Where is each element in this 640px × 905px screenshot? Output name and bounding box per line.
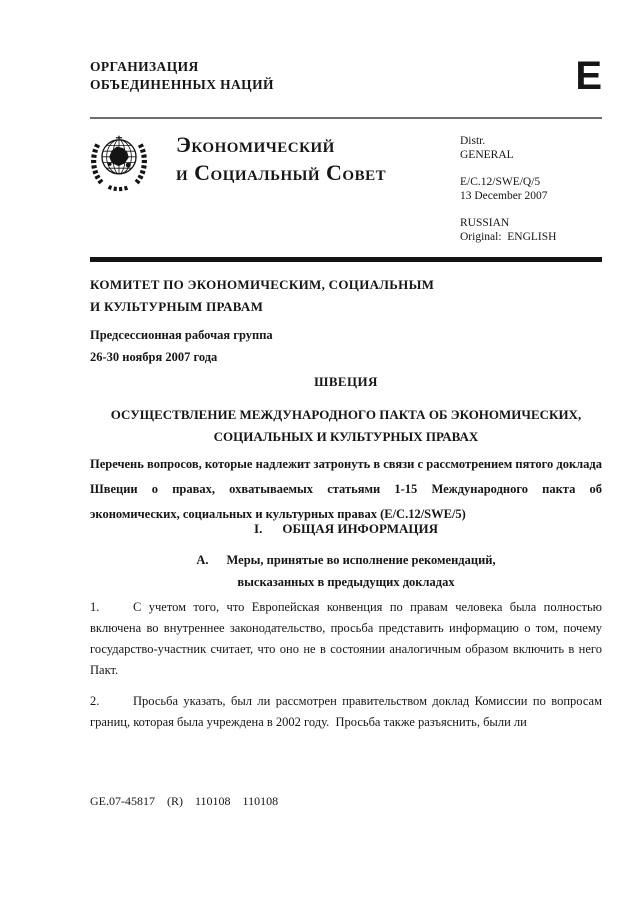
- document-title-line1: ОСУЩЕСТВЛЕНИЕ МЕЖДУНАРОДНОГО ПАКТА ОБ ЭКОНОМИЧЕСКИХ,: [110, 407, 582, 422]
- working-group-name: Предсессионная рабочая группа: [90, 328, 273, 342]
- footer-reference: GE.07-45817 (R) 110108 110108: [90, 794, 279, 808]
- intro-paragraph: Перечень вопросов, которые надлежит затронуть в связи с рассмотрением пятого доклада Швеции о правах, охватываемых статьями 1-15 Международного пакта об экономических, социальных и культурных правах (E/C.12/SWE/5): [90, 457, 606, 521]
- council-title: [176, 131, 386, 187]
- subsection-title-line1: Меры, принятые во исполнение рекомендаций,: [226, 553, 496, 567]
- document-title: [90, 404, 602, 448]
- masthead-divider: [90, 257, 602, 262]
- org-name: [90, 58, 274, 94]
- doc-date: 13 December 2007: [460, 190, 548, 202]
- paragraph-2-text: Просьба указать, был ли рассмотрен правительством доклад Комиссии по вопросам границ, которая была учреждена в 2002 году. Просьба также разъяснить, были ли: [90, 694, 606, 729]
- section-heading: [90, 521, 602, 537]
- org-name-line2: ОБЪЕДИНЕННЫХ НАЦИЙ: [90, 77, 274, 92]
- doc-original-language: Original: ENGLISH: [460, 231, 557, 243]
- subsection-letter: A.: [196, 553, 209, 567]
- paragraph-list: [90, 597, 606, 743]
- doc-symbol: E/C.12/SWE/Q/5: [460, 176, 541, 188]
- section-title: ОБЩАЯ ИНФОРМАЦИЯ: [282, 521, 438, 536]
- council-title-line2: и Социальный Совет: [176, 160, 387, 185]
- section-number: I.: [254, 521, 263, 536]
- committee-name: [90, 274, 434, 318]
- committee-line2: И КУЛЬТУРНЫМ ПРАВАМ: [90, 299, 264, 314]
- header-divider: [90, 117, 602, 119]
- org-name-line1: ОРГАНИЗАЦИЯ: [90, 59, 199, 74]
- session-dates: 26-30 ноября 2007 года: [90, 350, 218, 364]
- distr-type: GENERAL: [460, 149, 514, 161]
- distribution-block: [460, 134, 556, 257]
- paragraph-2-number: 2.: [90, 694, 100, 708]
- distr-label: Distr.: [460, 135, 486, 147]
- paragraph-1-text: С учетом того, что Европейская конвенция по правам человека была полностью включена во внутреннее законодательство, просьба представить информацию о том, почему государство-участник считает, что оно не в состоянии аналогичным образом включить в него Пакт.: [90, 600, 606, 677]
- paragraph-1-number: 1.: [90, 600, 100, 614]
- un-emblem-icon: [86, 128, 152, 196]
- paragraph-2: [90, 691, 606, 733]
- subsection-title-line2: высказанных в предыдущих докладах: [237, 575, 455, 589]
- council-title-line1: Экономический: [176, 132, 335, 157]
- working-group: [90, 324, 273, 368]
- country-heading: ШВЕЦИЯ: [314, 374, 378, 389]
- paragraph-1: [90, 597, 606, 681]
- doc-language: RUSSIAN: [460, 217, 510, 229]
- series-letter: E: [575, 54, 602, 98]
- document-title-line2: СОЦИАЛЬНЫХ И КУЛЬТУРНЫХ ПРАВАХ: [213, 429, 479, 444]
- subsection-heading: [90, 549, 602, 593]
- committee-line1: КОМИТЕТ ПО ЭКОНОМИЧЕСКИМ, СОЦИАЛЬНЫМ: [90, 277, 435, 292]
